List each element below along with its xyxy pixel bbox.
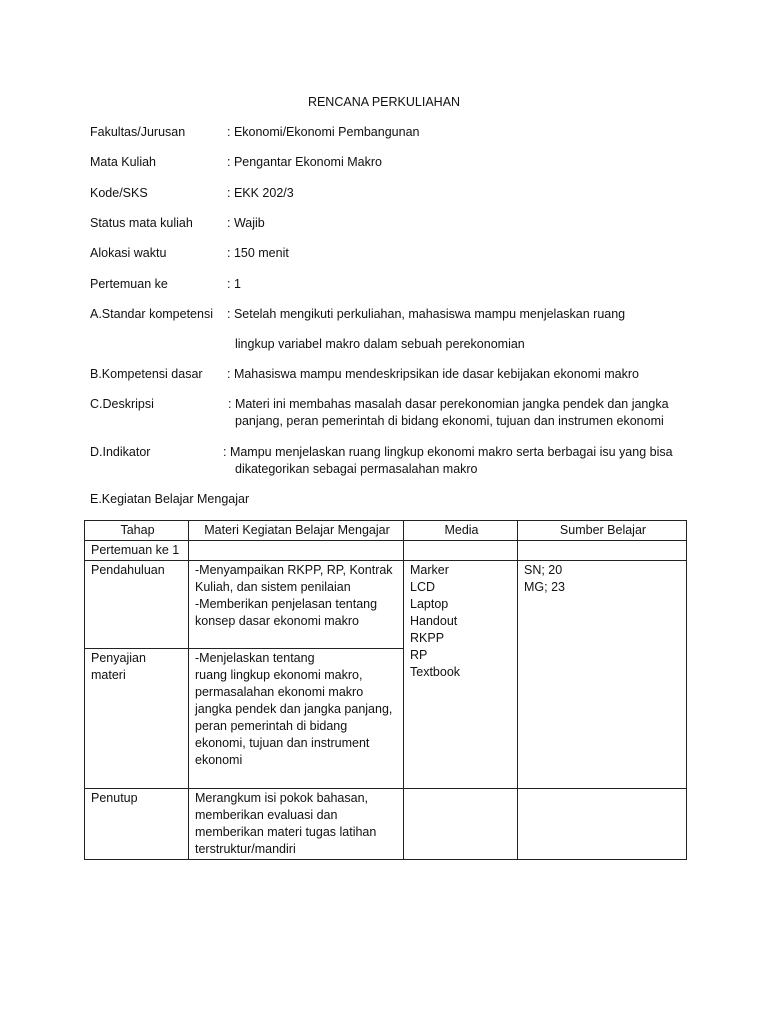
table-row xyxy=(85,541,687,561)
materi-cell: -Menyampaikan RKPP, RP, Kontrak Kuliah, dan sistem penilaian -Memberikan penjelasan tentang konsep dasar ekonomi makro xyxy=(189,561,404,649)
field-label: B.Kompetensi dasar xyxy=(90,367,203,381)
field-label: Kode/SKS xyxy=(90,186,148,200)
field-value: : Ekonomi/Ekonomi Pembangunan xyxy=(227,125,420,139)
field-value: : Pengantar Ekonomi Makro xyxy=(227,155,382,169)
field-value: : Materi ini membahas masalah dasar perekonomian jangka pendek dan jangka xyxy=(228,397,669,411)
field-value: : Mampu menjelaskan ruang lingkup ekonomi makro serta berbagai isu yang bisa xyxy=(223,445,673,459)
field-label: Status mata kuliah xyxy=(90,216,193,230)
tahap-cell: Pendahuluan xyxy=(85,561,189,649)
field-value: : 1 xyxy=(227,277,241,291)
empty-cell xyxy=(404,789,518,860)
field-label: D.Indikator xyxy=(90,445,151,459)
sumber-cell: SN; 20 MG; 23 xyxy=(518,561,687,789)
meeting-cell: Pertemuan ke 1 xyxy=(85,541,189,561)
tahap-cell: Penutup xyxy=(85,789,189,860)
empty-cell xyxy=(518,541,687,561)
materi-cell: Merangkum isi pokok bahasan, memberikan evaluasi dan memberikan materi tugas latihan terstruktur/mandiri xyxy=(189,789,404,860)
table-row xyxy=(85,789,687,860)
header-materi: Materi Kegiatan Belajar Mengajar xyxy=(189,521,404,541)
field-label: Alokasi waktu xyxy=(90,246,167,260)
field-label: Fakultas/Jurusan xyxy=(90,125,186,139)
field-value-continuation: lingkup variabel makro dalam sebuah perekonomian xyxy=(235,337,525,351)
field-value: : Setelah mengikuti perkuliahan, mahasiswa mampu menjelaskan ruang xyxy=(227,307,626,321)
field-label: C.Deskripsi xyxy=(90,397,154,411)
materi-cell: -Menjelaskan tentang ruang lingkup ekonomi makro, permasalahan ekonomi makro jangka pendek dan jangka panjang, peran pemerintah di bidang ekonomi, tujuan dan instrument ekonomi xyxy=(189,649,404,789)
field-value: : Wajib xyxy=(227,216,265,230)
header-tahap: Tahap xyxy=(85,521,189,541)
section-e-title: E.Kegiatan Belajar Mengajar xyxy=(90,492,250,506)
field-value-continuation: dikategorikan sebagai permasalahan makro xyxy=(235,462,478,476)
header-media: Media xyxy=(404,521,518,541)
field-value: : EKK 202/3 xyxy=(227,186,294,200)
field-label: Mata Kuliah xyxy=(90,155,157,169)
field-label: Pertemuan ke xyxy=(90,277,168,291)
kbm-table xyxy=(84,520,687,860)
media-cell: Marker LCD Laptop Handout RKPP RP Textbook xyxy=(404,561,518,789)
table-row xyxy=(85,561,687,649)
tahap-cell: Penyajian materi xyxy=(85,649,189,789)
field-value-continuation: panjang, peran pemerintah di bidang ekonomi, tujuan dan instrumen ekonomi xyxy=(235,414,664,428)
table-header-row xyxy=(85,521,687,541)
field-label: A.Standar kompetensi xyxy=(90,307,213,321)
field-value: : Mahasiswa mampu mendeskripsikan ide dasar kebijakan ekonomi makro xyxy=(227,367,639,381)
empty-cell xyxy=(189,541,404,561)
document-title: RENCANA PERKULIAHAN xyxy=(307,95,461,109)
empty-cell xyxy=(518,789,687,860)
field-value: : 150 menit xyxy=(227,246,289,260)
header-sumber: Sumber Belajar xyxy=(518,521,687,541)
empty-cell xyxy=(404,541,518,561)
